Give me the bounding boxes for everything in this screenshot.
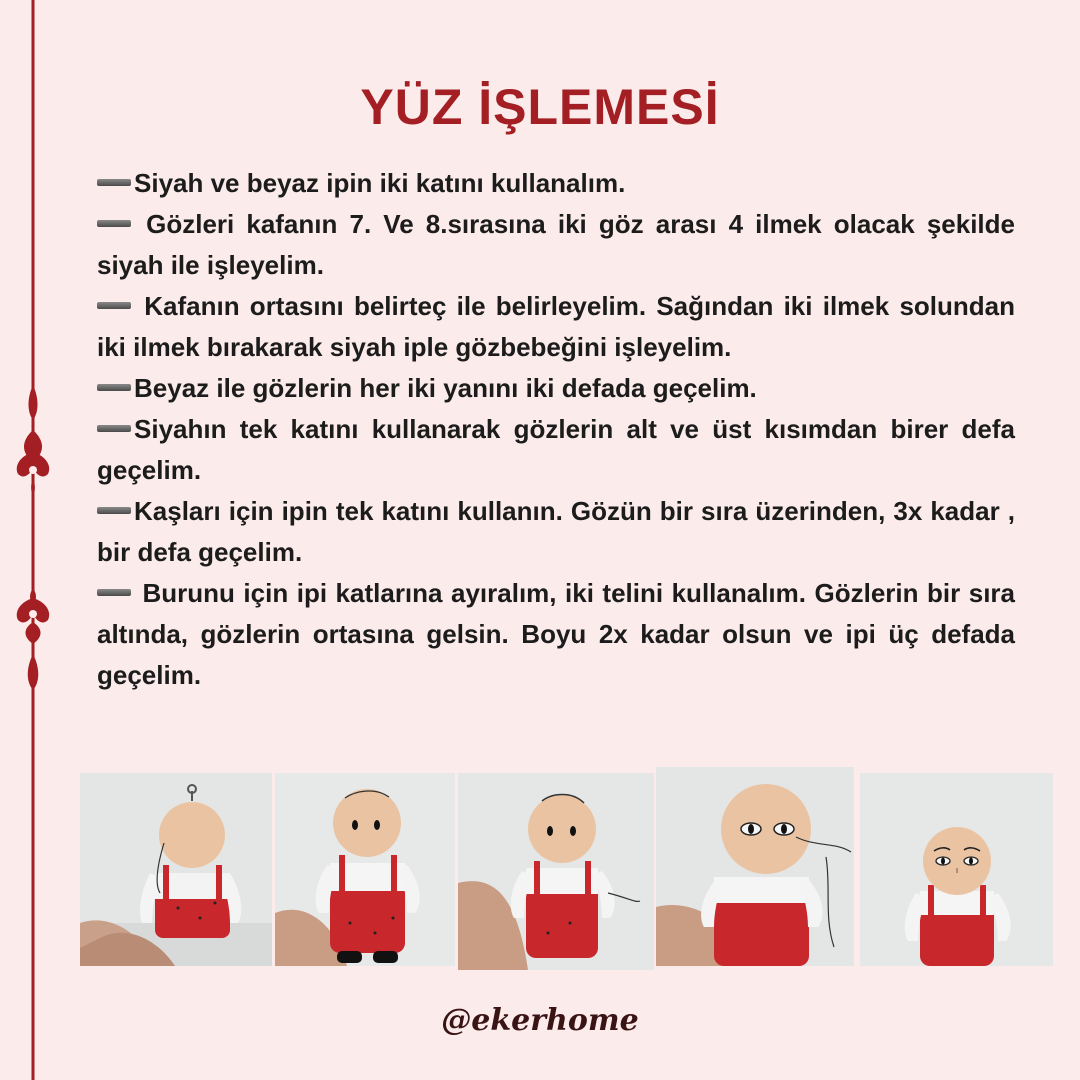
instruction-list bbox=[97, 163, 1015, 696]
step-text: Burunu için ipi katlarına ayıralım, iki telini kullanalım. Gözlerin bir sıra altında, gözlerin ortasına gelsin. Boyu 2x kadar olsun ve ipi üç defada geçelim. bbox=[97, 578, 1015, 690]
dash-bullet-icon bbox=[97, 384, 131, 391]
instruction-step bbox=[97, 163, 1015, 204]
progress-photo-3 bbox=[458, 773, 654, 970]
instruction-step bbox=[97, 491, 1015, 573]
instruction-step bbox=[97, 573, 1015, 696]
progress-photo-5 bbox=[860, 773, 1053, 966]
dash-bullet-icon bbox=[97, 589, 131, 596]
progress-photo-2 bbox=[275, 773, 455, 966]
step-text: Siyah ve beyaz ipin iki katını kullanalım. bbox=[134, 168, 626, 198]
progress-photo-1 bbox=[80, 773, 272, 966]
page-title: YÜZ İŞLEMESİ bbox=[360, 79, 720, 135]
instruction-step bbox=[97, 286, 1015, 368]
step-text: Kafanın ortasını belirteç ile belirleyelim. Sağından iki ilmek solundan iki ilmek bırakarak siyah iple gözbebeğini işleyelim. bbox=[97, 291, 1015, 362]
instruction-step bbox=[97, 409, 1015, 491]
dash-bullet-icon bbox=[97, 302, 131, 309]
progress-photo-4 bbox=[656, 767, 854, 966]
dash-bullet-icon bbox=[97, 425, 131, 432]
instruction-step bbox=[97, 204, 1015, 286]
dash-bullet-icon bbox=[97, 220, 131, 227]
author-handle: @ekerhome bbox=[441, 1003, 639, 1038]
dash-bullet-icon bbox=[97, 179, 131, 186]
step-text: Gözleri kafanın 7. Ve 8.sırasına iki göz arası 4 ilmek olacak şekilde siyah ile işleyelim. bbox=[97, 209, 1015, 280]
step-text: Beyaz ile gözlerin her iki yanını iki defada geçelim. bbox=[134, 373, 757, 403]
dash-bullet-icon bbox=[97, 507, 131, 514]
instruction-step bbox=[97, 368, 1015, 409]
decorative-vertical-ornament bbox=[0, 0, 70, 1080]
step-text: Siyahın tek katını kullanarak gözlerin alt ve üst kısımdan birer defa geçelim. bbox=[97, 414, 1015, 485]
step-text: Kaşları için ipin tek katını kullanın. Gözün bir sıra üzerinden, 3x kadar , bir defa geçelim. bbox=[97, 496, 1015, 567]
